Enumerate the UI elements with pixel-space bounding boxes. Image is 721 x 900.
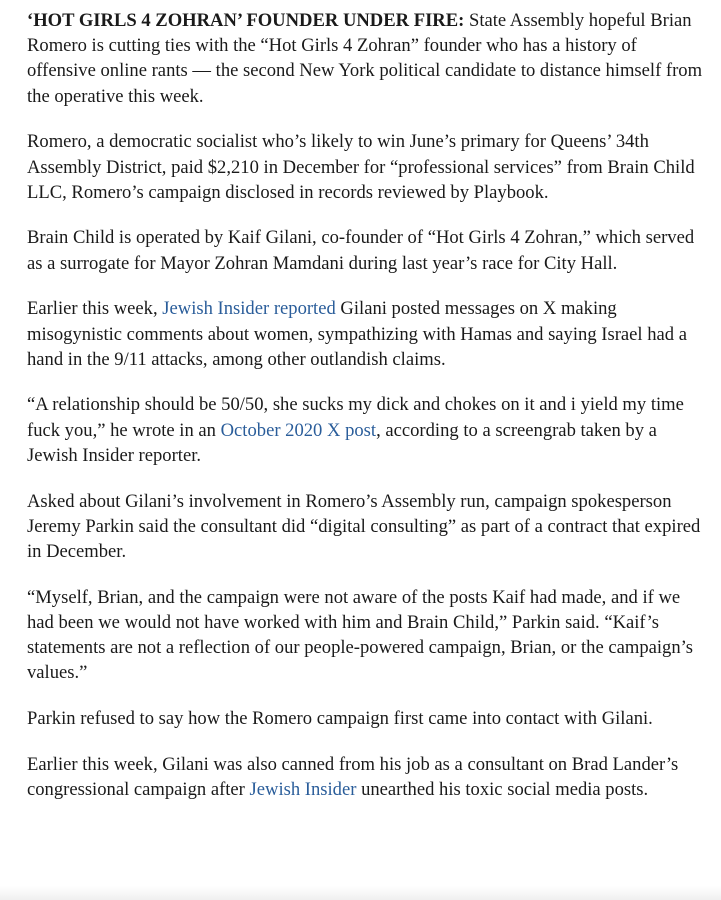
bottom-edge-fade <box>0 886 721 900</box>
october-2020-x-post-link[interactable]: October 2020 X post <box>220 419 377 441</box>
paragraph-4 <box>27 296 707 372</box>
jewish-insider-link[interactable]: Jewish Insider <box>249 778 357 800</box>
paragraph-7: “Myself, Brian, and the campaign were not aware of the posts Kaif had made, and if we had been we would not have worked with him and Brain Child,” Parkin said. “Kaif’s statements are not a reflection of our people-powered campaign, Brian, or the campaign’s values.” <box>27 586 694 684</box>
paragraph-8: Parkin refused to say how the Romero campaign first came into contact with Gilani. <box>27 707 653 729</box>
section-lead-heading: ‘HOT GIRLS 4 ZOHRAN’ FOUNDER UNDER FIRE: <box>27 10 465 31</box>
article-body <box>27 8 707 823</box>
jewish-insider-reported-link[interactable]: Jewish Insider reported <box>162 298 336 320</box>
paragraph-9 <box>27 752 707 802</box>
paragraph-2: Romero, a democratic socialist who’s likely to win June’s primary for Queens’ 34th Assembly District, paid $2,210 in December for “professional services” from Brain Child LLC, Romero’s campaign disclosed in records reviewed by Playbook. <box>27 131 695 203</box>
paragraph-6: Asked about Gilani’s involvement in Romero’s Assembly run, campaign spokesperson Jeremy Parkin said the consultant did “digital consulting” as part of a contract that expired in December. <box>27 490 701 562</box>
paragraph-5-after: , according to a screengrab taken by a Jewish Insider reporter. <box>27 419 657 466</box>
paragraph-4-after: Gilani posted messages on X making misogynistic comments about women, sympathizing with Hamas and saying Israel had a hand in the 9/11 attacks, among other outlandish claims. <box>27 298 687 370</box>
paragraph-5-before: “A relationship should be 50/50, she sucks my dick and chokes on it and i yield my time fuck you,” he wrote in an <box>27 394 684 441</box>
paragraph-3: Brain Child is operated by Kaif Gilani, co-founder of “Hot Girls 4 Zohran,” which served as a surrogate for Mayor Zohran Mamdani during last year’s race for City Hall. <box>27 227 695 274</box>
paragraph-9-after: unearthed his toxic social media posts. <box>356 778 649 800</box>
paragraph-9-before: Earlier this week, Gilani was also canned from his job as a consultant on Brad Lander’s congressional campaign after <box>27 753 679 800</box>
paragraph-5 <box>27 392 707 468</box>
paragraph-4-before: Earlier this week, <box>27 298 163 320</box>
paragraph-1-text: State Assembly hopeful Brian Romero is cutting ties with the “Hot Girls 4 Zohran” founder who has a history of offensive online rants — the second New York political candidate to distance himself from the operative this week. <box>27 10 703 107</box>
paragraph-1 <box>27 8 707 109</box>
